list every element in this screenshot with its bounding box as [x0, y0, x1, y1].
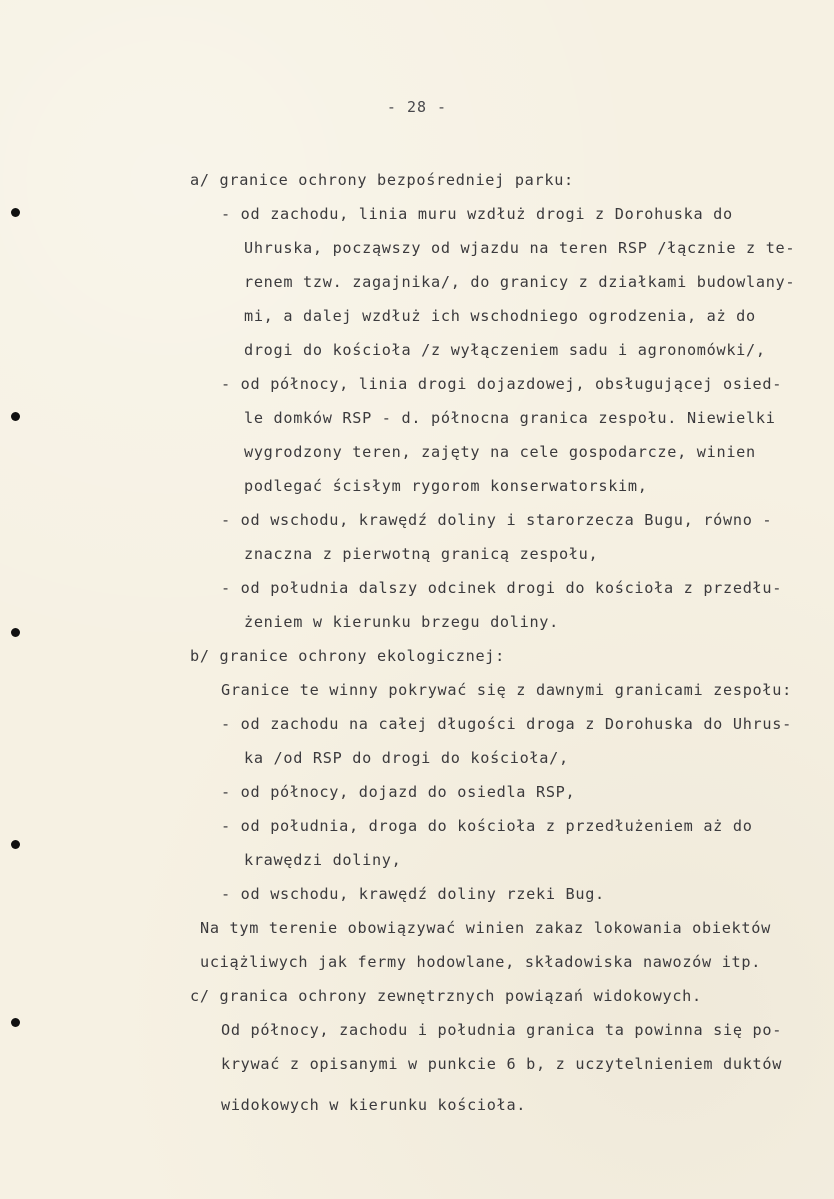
- text-line: - od wschodu, krawędź doliny rzeki Bug.: [221, 885, 605, 903]
- section-heading-b: b/ granice ochrony ekologicznej:: [190, 647, 505, 665]
- punch-hole-icon: [11, 208, 20, 217]
- text-line: ka /od RSP do drogi do kościoła/,: [244, 749, 569, 767]
- text-line: krywać z opisanymi w punkcie 6 b, z uczytelnieniem duktów: [221, 1055, 783, 1073]
- punch-hole-icon: [11, 412, 20, 421]
- text-line: renem tzw. zagajnika/, do granicy z działkami budowlany-: [244, 273, 796, 291]
- text-line: le domków RSP - d. północna granica zespołu. Niewielki: [244, 409, 776, 427]
- text-line: Na tym terenie obowiązywać winien zakaz lokowania obiektów: [200, 919, 771, 937]
- text-line: drogi do kościoła /z wyłączeniem sadu i agronomówki/,: [244, 341, 766, 359]
- text-line: - od wschodu, krawędź doliny i starorzecza Bugu, równo -: [221, 511, 773, 529]
- text-line: widokowych w kierunku kościoła.: [221, 1096, 527, 1114]
- section-heading-c: c/ granica ochrony zewnętrznych powiązań widokowych.: [190, 987, 702, 1005]
- text-line: mi, a dalej wzdłuż ich wschodniego ogrodzenia, aż do: [244, 307, 756, 325]
- section-heading-a: a/ granice ochrony bezpośredniej parku:: [190, 171, 574, 189]
- text-line: wygrodzony teren, zajęty na cele gospodarcze, winien: [244, 443, 756, 461]
- text-line: - od południa dalszy odcinek drogi do kościoła z przedłu-: [221, 579, 783, 597]
- text-line: - od zachodu na całej długości droga z Dorohuska do Uhrus-: [221, 715, 792, 733]
- text-line: znaczna z pierwotną granicą zespołu,: [244, 545, 599, 563]
- text-line: żeniem w kierunku brzegu doliny.: [244, 613, 559, 631]
- text-line: uciążliwych jak fermy hodowlane, składowiska nawozów itp.: [200, 953, 762, 971]
- text-line: Uhruska, począwszy od wjazdu na teren RSP /łącznie z te-: [244, 239, 796, 257]
- text-line: Granice te winny pokrywać się z dawnymi granicami zespołu:: [221, 681, 792, 699]
- page-number: - 28 -: [386, 98, 448, 116]
- punch-hole-icon: [11, 1018, 20, 1027]
- text-line: - od zachodu, linia muru wzdłuż drogi z Dorohuska do: [221, 205, 733, 223]
- text-line: - od południa, droga do kościoła z przedłużeniem aż do: [221, 817, 753, 835]
- text-line: krawędzi doliny,: [244, 851, 402, 869]
- text-line: - od północy, linia drogi dojazdowej, obsługującej osied-: [221, 375, 783, 393]
- punch-hole-icon: [11, 628, 20, 637]
- punch-hole-icon: [11, 840, 20, 849]
- text-line: Od północy, zachodu i południa granica ta powinna się po-: [221, 1021, 783, 1039]
- text-line: - od północy, dojazd do osiedla RSP,: [221, 783, 576, 801]
- text-line: podlegać ścisłym rygorom konserwatorskim,: [244, 477, 648, 495]
